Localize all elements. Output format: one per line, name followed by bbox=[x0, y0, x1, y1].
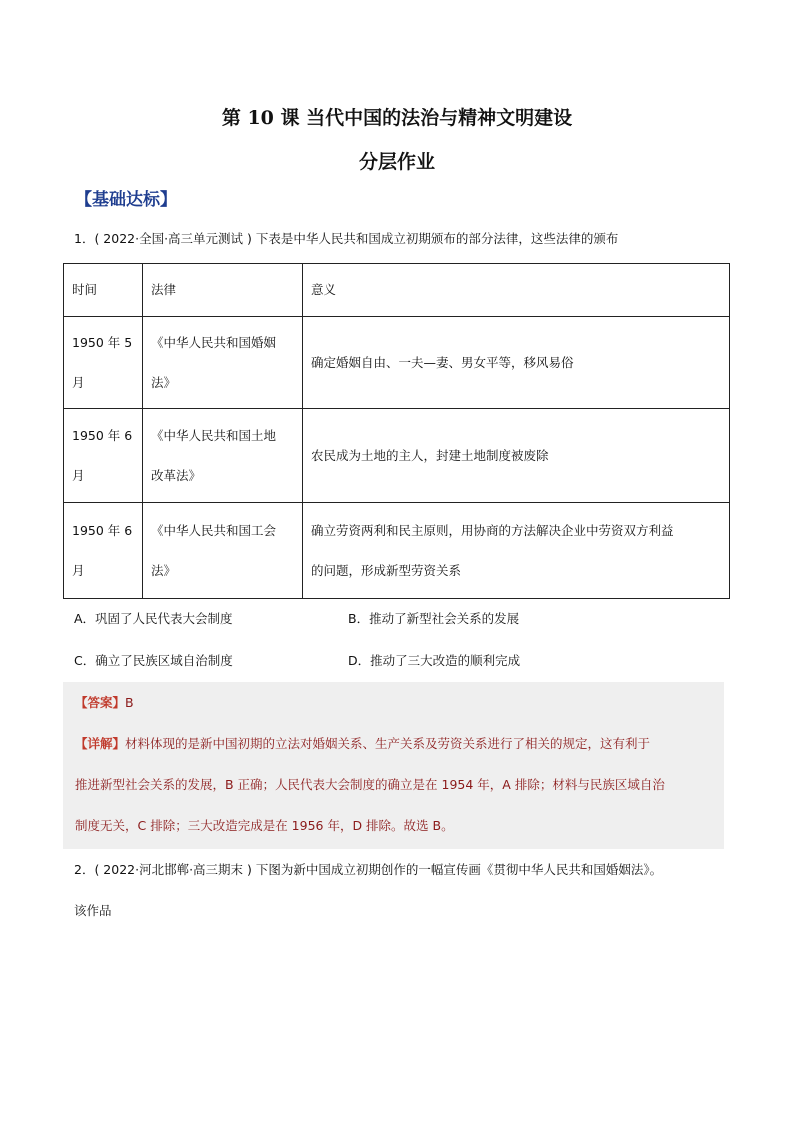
law-cell bbox=[143, 317, 303, 409]
cell-line: 确立劳资两利和民主原则，用协商的方法解决企业中劳资双方利益 bbox=[311, 522, 674, 538]
question-2-stem: 2．( 2022·河北邯郸·高三期末 ) 下图为新中国成立初期创作的一幅宣传画《贯彻中华人民共和国婚姻法》。 bbox=[74, 862, 663, 877]
question-1-stem: 1．( 2022·全国·高三单元测试 ) 下表是中华人民共和国成立初期颁布的部分法律，这些法律的颁布 bbox=[74, 231, 619, 246]
answer-label: 【答案】 bbox=[75, 695, 126, 710]
page-title: 第 10 课 当代中国的法治与精神文明建设 bbox=[221, 107, 573, 129]
cell-line: 《中华人民共和国工会 bbox=[151, 522, 277, 538]
detail-line bbox=[75, 734, 650, 754]
question-2-stem-cont: 该作品 bbox=[74, 903, 112, 918]
law-table bbox=[63, 263, 730, 599]
time-cell bbox=[64, 503, 143, 599]
detail-line: 制度无关，C 排除；三大改造完成是在 1956 年，D 排除。故选 B。 bbox=[75, 818, 454, 833]
table-header-cell: 时间 bbox=[64, 264, 143, 317]
table-header-cell: 意义 bbox=[303, 264, 730, 317]
answer-value: B bbox=[125, 695, 134, 710]
option-d[interactable]: D．推动了三大改造的顺利完成 bbox=[348, 653, 521, 668]
cell-line: 改革法》 bbox=[151, 467, 202, 483]
cell-line: 确定婚姻自由、一夫—妻、男女平等，移风易俗 bbox=[311, 354, 574, 370]
detail-line: 推进新型社会关系的发展，B 正确；人民代表大会制度的确立是在 1954 年，A 排除；材料与民族区域自治 bbox=[75, 777, 665, 792]
answer-line bbox=[75, 693, 134, 713]
option-c[interactable]: C．确立了民族区域自治制度 bbox=[74, 653, 233, 668]
detail-text: 材料体现的是新中国初期的立法对婚姻关系、生产关系及劳资关系进行了相关的规定，这有利于 bbox=[125, 736, 651, 751]
cell-line: 1950 年 6 bbox=[72, 522, 133, 538]
time-cell bbox=[64, 409, 143, 503]
cell-line: 1950 年 6 bbox=[72, 427, 133, 443]
cell-line: 月 bbox=[72, 374, 85, 390]
table-row bbox=[64, 409, 730, 503]
cell-line: 农民成为土地的主人，封建土地制度被废除 bbox=[311, 447, 549, 463]
law-cell bbox=[143, 503, 303, 599]
table-header-cell: 法律 bbox=[143, 264, 303, 317]
cell-line: 《中华人民共和国土地 bbox=[151, 427, 277, 443]
cell-line: 1950 年 5 bbox=[72, 334, 133, 350]
cell-line: 法》 bbox=[151, 562, 177, 578]
meaning-cell bbox=[303, 409, 730, 503]
cell-line: 月 bbox=[72, 467, 85, 483]
cell-line: 月 bbox=[72, 562, 85, 578]
table-row bbox=[64, 317, 730, 409]
detail-label: 【详解】 bbox=[75, 736, 126, 751]
meaning-cell bbox=[303, 317, 730, 409]
cell-line: 法》 bbox=[151, 374, 177, 390]
section-header: 【基础达标】 bbox=[75, 190, 177, 210]
meaning-cell bbox=[303, 503, 730, 599]
option-a[interactable]: A．巩固了人民代表大会制度 bbox=[74, 611, 233, 626]
time-cell bbox=[64, 317, 143, 409]
table-header-row bbox=[64, 264, 730, 317]
option-b[interactable]: B．推动了新型社会关系的发展 bbox=[348, 611, 520, 626]
page-subtitle: 分层作业 bbox=[358, 151, 435, 173]
law-cell bbox=[143, 409, 303, 503]
cell-line: 《中华人民共和国婚姻 bbox=[151, 334, 277, 350]
table-row bbox=[64, 503, 730, 599]
cell-line: 的问题，形成新型劳资关系 bbox=[311, 562, 462, 578]
